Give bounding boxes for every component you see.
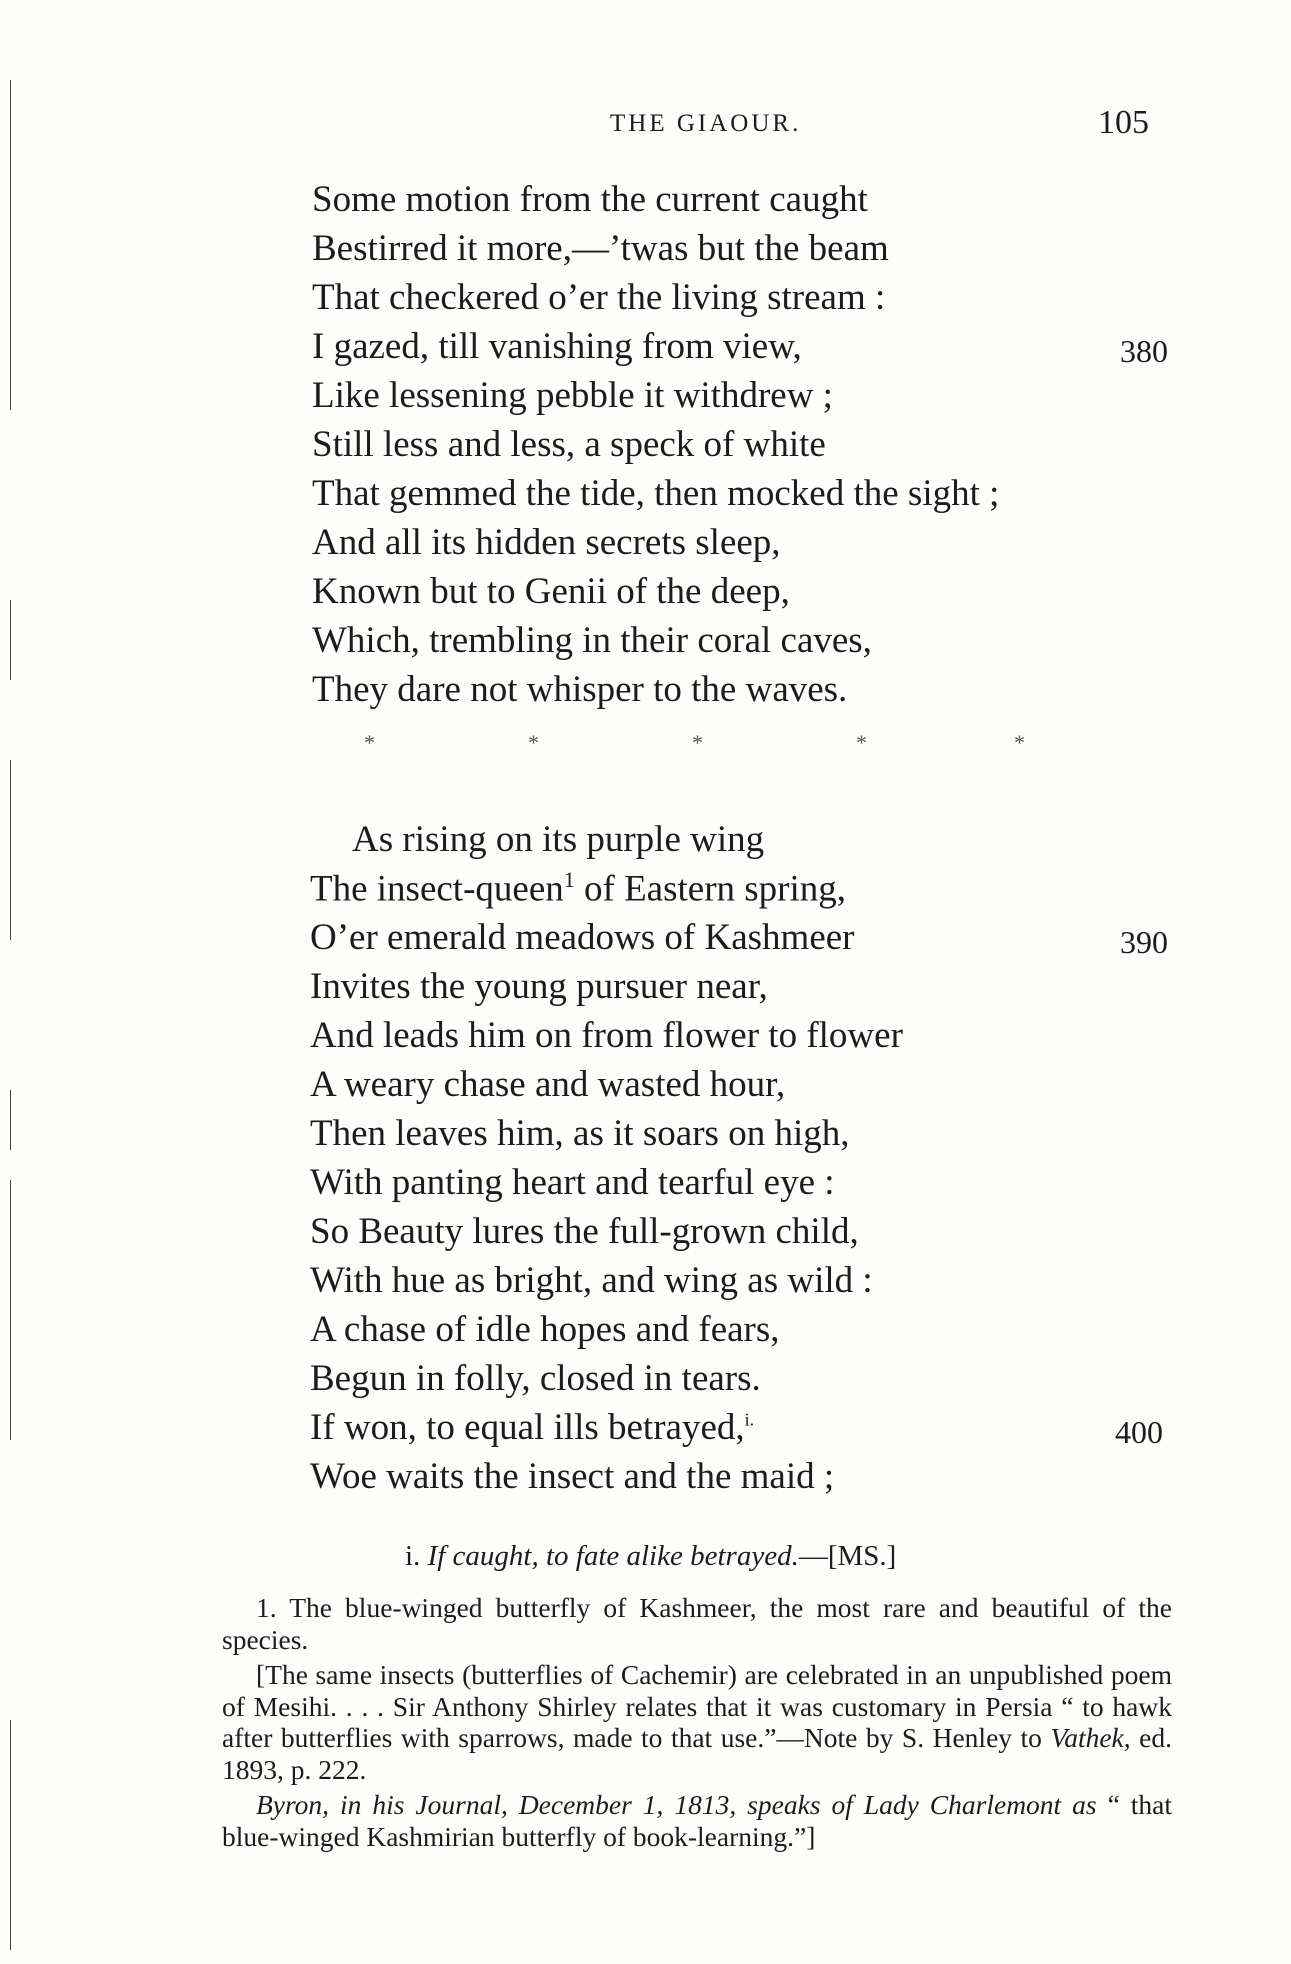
scan-edge-mark xyxy=(10,1720,11,1950)
line-number: 380 xyxy=(1120,333,1168,369)
asterisk: * xyxy=(692,730,703,755)
verse-line: A weary chase and wasted hour, xyxy=(310,1064,786,1105)
verse-line: That gemmed the tide, then mocked the sight ; xyxy=(312,473,1000,514)
footnotes xyxy=(222,1592,1172,1856)
footnote-book-title: Vathek xyxy=(1050,1722,1124,1753)
page-number: 105 xyxy=(1098,104,1149,141)
verse-line: Still less and less, a speck of white xyxy=(312,424,826,465)
verse-text: If won, to equal ills betrayed, xyxy=(310,1407,745,1448)
scan-edge-mark xyxy=(10,760,11,940)
verse-line: Known but to Genii of the deep, xyxy=(312,571,790,612)
verse-line: I gazed, till vanishing from view, xyxy=(312,326,802,367)
footnote-text: The blue-winged butterfly of Kashmeer, the most rare and beautiful of the species. xyxy=(222,1592,1172,1655)
verse-line: A chase of idle hopes and fears, xyxy=(310,1309,780,1350)
verse-line: As rising on its purple wing xyxy=(352,819,765,860)
verse-line: Then leaves him, as it soars on high, xyxy=(310,1113,850,1154)
verse-line: Which, trembling in their coral caves, xyxy=(312,620,872,661)
verse-line: They dare not whisper to the waves. xyxy=(312,669,848,710)
asterisk: * xyxy=(364,730,375,755)
footnote-number: 1. xyxy=(256,1592,277,1623)
footnote-mark[interactable]: 1 xyxy=(563,867,575,892)
variant-reading xyxy=(405,1540,896,1573)
verse-line: And leads him on from flower to flower xyxy=(310,1015,903,1056)
verse-line: Invites the young pursuer near, xyxy=(310,966,768,1007)
verse-line xyxy=(310,1406,754,1449)
variant-source: —[MS.] xyxy=(798,1540,897,1572)
footnote-3 xyxy=(222,1789,1172,1852)
line-number: 390 xyxy=(1120,924,1168,960)
verse-line: O’er emerald meadows of Kashmeer xyxy=(310,917,855,958)
verse-line: Bestirred it more,—’twas but the beam xyxy=(312,228,889,269)
running-title: THE GIAOUR. xyxy=(610,110,802,137)
verse-line: With hue as bright, and wing as wild : xyxy=(310,1260,873,1301)
line-number: 400 xyxy=(1115,1414,1163,1450)
verse-text: of Eastern spring, xyxy=(574,868,847,910)
verse-line: That checkered o’er the living stream : xyxy=(312,277,886,318)
footnote-text: [The same insects (butterflies of Cachemir) are celebrated in an unpublished poem of Mesihi. . . . Sir Anthony Shirley relates that it was customary in Persia “ to hawk after butterflies with sparrows, made to that use.”—Note by S. Henley to xyxy=(222,1659,1172,1753)
footnote-text: “ that blue-winged Kashmirian butterfly of book-learning.”] xyxy=(222,1789,1172,1852)
variant-text: If caught, to fate alike betrayed. xyxy=(427,1540,799,1572)
verse-line: Woe waits the insect and the maid ; xyxy=(310,1456,835,1497)
scan-edge-mark xyxy=(10,1090,11,1150)
footnote-italic-text: Byron, in his Journal, December 1, 1813, speaks of Lady Charlemont as xyxy=(256,1789,1097,1820)
verse-line xyxy=(310,867,846,910)
page-header xyxy=(0,104,1291,144)
variant-label: i. xyxy=(405,1540,421,1572)
verse-text: The insect-queen xyxy=(310,868,564,910)
asterisk: * xyxy=(528,730,539,755)
footnote-1 xyxy=(222,1592,1172,1655)
verse-line: And all its hidden secrets sleep, xyxy=(312,522,781,563)
verse-line: Begun in folly, closed in tears. xyxy=(310,1358,761,1399)
variant-mark[interactable]: i. xyxy=(744,1409,755,1430)
asterisk: * xyxy=(1014,730,1025,755)
section-separator xyxy=(0,730,1291,760)
verse-line: So Beauty lures the full-grown child, xyxy=(310,1211,859,1252)
footnote-2 xyxy=(222,1659,1172,1785)
asterisk: * xyxy=(856,730,867,755)
scan-edge-mark xyxy=(10,600,11,680)
footnote-text: , ed. 1893, p. 222. xyxy=(222,1722,1172,1785)
verse-line: Like lessening pebble it withdrew ; xyxy=(312,375,833,416)
scan-edge-mark xyxy=(10,1180,11,1440)
verse-line: Some motion from the current caught xyxy=(312,179,868,220)
verse-line: With panting heart and tearful eye : xyxy=(310,1162,835,1203)
